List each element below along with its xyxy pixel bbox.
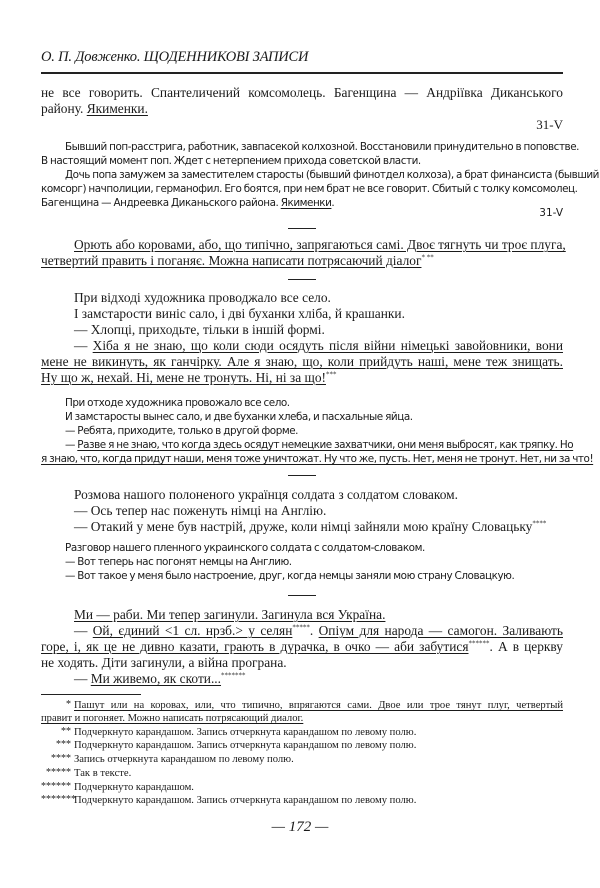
underlined-text: Орють або коровами, або, що типічно, запрягаються самі. Двоє тягнуть чи троє плуга,: [74, 237, 566, 252]
footnote-ref: ***: [325, 370, 337, 379]
underlined-text: Якименки: [280, 197, 332, 209]
section-divider: [288, 475, 316, 476]
text-line: [41, 154, 563, 168]
footnote-marker: *: [66, 699, 71, 710]
text: И замстаросты вынес сало, и две буханки хлеба, и пасхальные яйца.: [65, 411, 413, 423]
underlined-text: Ой, єдиний <1 сл. нрзб.> у селян: [92, 623, 293, 638]
text: не все говорить. Спантеличений комсомолець. Багенщина — Андріївка Диканського: [41, 85, 563, 100]
text: Багенщина — Андреевка Диканьского района.: [41, 197, 281, 209]
text: При відході художника проводжало все село.: [74, 290, 331, 305]
text-line: [41, 306, 563, 322]
text-line: [41, 541, 563, 555]
footnote-ref: *: [421, 253, 425, 262]
text: — Вот теперь нас погонят немцы на Англию.: [65, 556, 292, 568]
text-line: [41, 503, 563, 519]
footnote-marker: **: [61, 726, 71, 737]
text-line: [41, 168, 599, 182]
underlined-text: Якименки.: [86, 101, 148, 116]
text-line: [41, 639, 563, 655]
text-line: [41, 452, 594, 466]
footnote-text: Подчеркнуто карандашом.: [74, 782, 194, 793]
underlined-text: Опіум для народа — самогон. Заливають: [318, 623, 563, 638]
section-divider: [288, 228, 316, 229]
entry-ua-continued: [41, 85, 563, 117]
footnote-rule: [41, 694, 141, 695]
text: —: [65, 439, 78, 451]
running-header: О. П. Довженко. ЩОДЕННИКОВІ ЗАПИСИ: [41, 49, 309, 65]
text: . А в церкву: [489, 639, 563, 654]
entry-ua-2: [41, 237, 566, 269]
text: —: [74, 671, 91, 686]
footnote-ref: ****: [532, 519, 547, 528]
text-line: [41, 182, 578, 196]
text-line: [41, 237, 566, 253]
underlined-text: Ми живемо, як скоти...: [90, 671, 222, 686]
text-line: [41, 322, 563, 338]
text: .: [309, 623, 319, 638]
section-divider: [288, 595, 316, 596]
text-line: [41, 519, 563, 535]
footnote-text: Запись отчеркнута карандашом по левому полю.: [74, 754, 294, 765]
text-line: [41, 623, 563, 639]
underlined-text: Ну що ж, нехай. Ні, мене не тронуть. Ні, ні за що!: [41, 370, 326, 385]
text-line: [41, 655, 563, 671]
entry-ua-5: [41, 607, 563, 687]
footnote-text: Подчеркнуто карандашом. Запись отчеркнута карандашом по левому полю.: [74, 727, 417, 738]
text: Дочь попа замужем за заместителем старосты (бывший финотдел колхоза), а брат финансиста (бывший: [65, 169, 599, 181]
text-line: [41, 410, 563, 424]
text-line: [41, 438, 574, 452]
text: —: [74, 338, 93, 353]
text: не ходять. Діти загинули, а війна програна.: [41, 655, 287, 670]
underlined-text: Хіба я не знаю, що коли сюди осядуть після війни німецькі завойовники, вони: [92, 338, 563, 353]
entry-ua-4: [41, 487, 563, 535]
text: —: [74, 623, 93, 638]
text: Бывший поп-расстрига, работник, завпасекой колхозной. Восстановили принудительно в поповстве.: [65, 141, 580, 153]
text-line: [41, 290, 563, 306]
text-line: [41, 101, 563, 117]
text: В настоящий момент поп. Ждет с нетерпением прихода советской власти.: [41, 155, 421, 167]
footnote-ref: **: [424, 253, 434, 262]
text-line: [41, 196, 563, 210]
text: — Ребята, приходите, только в другой форме.: [65, 425, 299, 437]
text: — Отакий у мене був настрій, друже, коли німці зайняли мою країну Словацьку: [74, 519, 533, 534]
text-line: [41, 354, 563, 370]
text: — Вот такое у меня было настроение, друг, когда немцы заняли мою страну Словацкую.: [65, 570, 515, 582]
text: комсорг) начполиции, германофил. Его боятся, при нем брат не все говорит. Сбитый с толку комсомолец.: [41, 183, 578, 195]
text: Разговор нашего пленного украинского солдата с солдатом-словаком.: [65, 542, 425, 554]
translation-ru-4: [41, 541, 563, 583]
footnote-text: Так в тексте.: [74, 768, 132, 779]
text: Розмова нашого полоненого українця солдата з солдатом словаком.: [74, 487, 458, 502]
translation-date: 31-V: [539, 207, 563, 219]
footnote-ref: *****: [292, 623, 310, 632]
text-line: [41, 338, 563, 354]
text-line: [41, 607, 563, 623]
underlined-text: Ми — раби. Ми тепер загинули. Загинула вся Україна.: [74, 607, 386, 622]
text-line: [41, 487, 563, 503]
text: району.: [41, 101, 87, 116]
footnote-text: правит и погоняет. Можно написать потрясающий диалог.: [41, 713, 304, 724]
underlined-text: мене не викинуть, як ганчірку. Але я знаю, що, коли прийдуть наші, мене теж знищать.: [41, 354, 563, 369]
text: При отходе художника провожало все село.: [65, 397, 290, 409]
footnote-text: Подчеркнуто карандашом. Запись отчеркнута карандашом по левому полю.: [74, 795, 417, 806]
page-number: — 172 —: [271, 819, 329, 835]
section-divider: [288, 279, 316, 280]
underlined-text: четвертий править і поганяє. Можна написати потрясаючий діалог: [41, 253, 422, 268]
footnote-marker: ***: [56, 739, 71, 750]
text-line: [41, 424, 563, 438]
footnote-text: Пашут или на коровах, или, что типично, впрягаются сами. Двое или трое тянут плуг, четвертый: [74, 700, 563, 711]
text-line: [41, 671, 563, 687]
text-line: [41, 396, 563, 410]
text-line: [41, 370, 563, 386]
text: — Ось тепер нас поженуть німці на Англію.: [74, 503, 327, 518]
translation-ru-1: [41, 140, 599, 210]
text: .: [331, 197, 335, 209]
header-rule: [41, 72, 563, 74]
footnote-marker: ****: [51, 753, 71, 764]
underlined-text: я знаю, что, когда придут наши, меня тоже уничтожат. Ну что же, пусть. Нет, меня не тронут. Нет, ни за что!: [41, 453, 594, 465]
text: І замстарости виніс сало, і дві буханки хліба, й крашанки.: [74, 306, 405, 321]
underlined-text: горе, і, як це не дивно казати, грають в дурачка, в очко — аби забутися: [41, 639, 469, 654]
entry-date: 31-V: [536, 117, 563, 132]
footnote-marker: *******: [41, 794, 76, 805]
footnote-ref: ******: [468, 639, 490, 648]
text-line: [41, 253, 563, 269]
footnote-text: Подчеркнуто карандашом. Запись отчеркнута карандашом по левому полю.: [74, 740, 417, 751]
footnote-marker: ******: [41, 781, 71, 792]
translation-ru-3: [41, 396, 594, 466]
entry-ua-3: [41, 290, 563, 386]
footnote-marker: *****: [46, 767, 71, 778]
text-line: [41, 140, 580, 154]
footnote-ref: *******: [221, 671, 246, 680]
text-line: [41, 555, 563, 569]
text: — Хлопці, приходьте, тільки в іншій формі.: [74, 322, 325, 337]
text-line: [41, 569, 563, 583]
text-line: [41, 85, 563, 101]
underlined-text: Разве я не знаю, что когда здесь осядут немецкие захватчики, они меня выбросят, как тряпку. Но: [77, 439, 574, 451]
